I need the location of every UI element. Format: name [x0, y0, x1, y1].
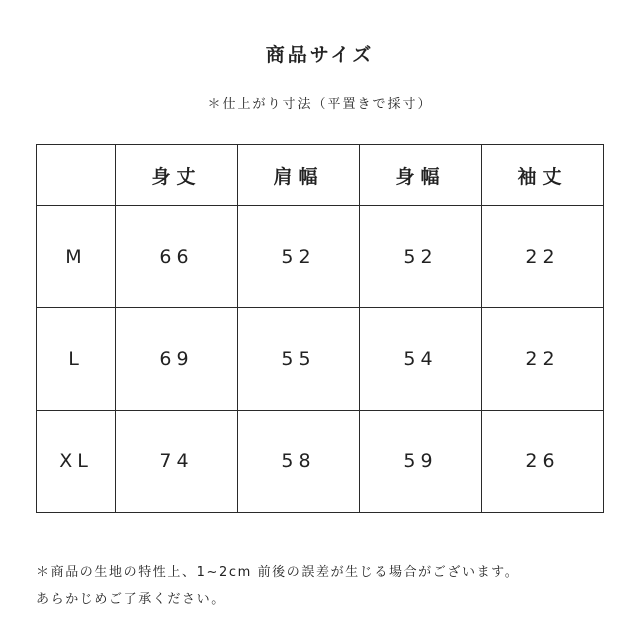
- size-label-cell: L: [37, 308, 116, 410]
- measurement-note: ＊仕上がり寸法（平置きで採寸）: [207, 97, 433, 112]
- body-width-cell: 54: [360, 308, 482, 410]
- shoulder-width-cell: 55: [238, 308, 360, 410]
- body-length-cell: 66: [116, 206, 238, 308]
- body-length-cell: 69: [116, 308, 238, 410]
- header-body-length: 身丈: [116, 145, 238, 206]
- table-header-row: [37, 145, 604, 206]
- page-title: 商品サイズ: [265, 44, 375, 66]
- table-row-xl: [37, 410, 604, 512]
- shoulder-width-cell: 58: [238, 410, 360, 512]
- size-label-cell: XL: [37, 410, 116, 512]
- table-row-m: [37, 206, 604, 308]
- shoulder-width-cell: 52: [238, 206, 360, 308]
- tolerance-note: ＊商品の生地の特性上、1~2cm 前後の誤差が生じる場合がございます。: [36, 565, 520, 580]
- size-label-cell: M: [37, 206, 116, 308]
- sleeve-length-cell: 26: [482, 410, 604, 512]
- size-table: [36, 144, 604, 513]
- header-body-width: 身幅: [360, 145, 482, 206]
- header-shoulder-width: 肩幅: [238, 145, 360, 206]
- body-length-cell: 74: [116, 410, 238, 512]
- sleeve-length-cell: 22: [482, 308, 604, 410]
- table-row-l: [37, 308, 604, 410]
- body-width-cell: 59: [360, 410, 482, 512]
- body-width-cell: 52: [360, 206, 482, 308]
- header-sleeve-length: 袖丈: [482, 145, 604, 206]
- header-corner-cell: [37, 145, 116, 206]
- sleeve-length-cell: 22: [482, 206, 604, 308]
- acknowledgement-note: あらかじめご了承ください。: [36, 592, 226, 607]
